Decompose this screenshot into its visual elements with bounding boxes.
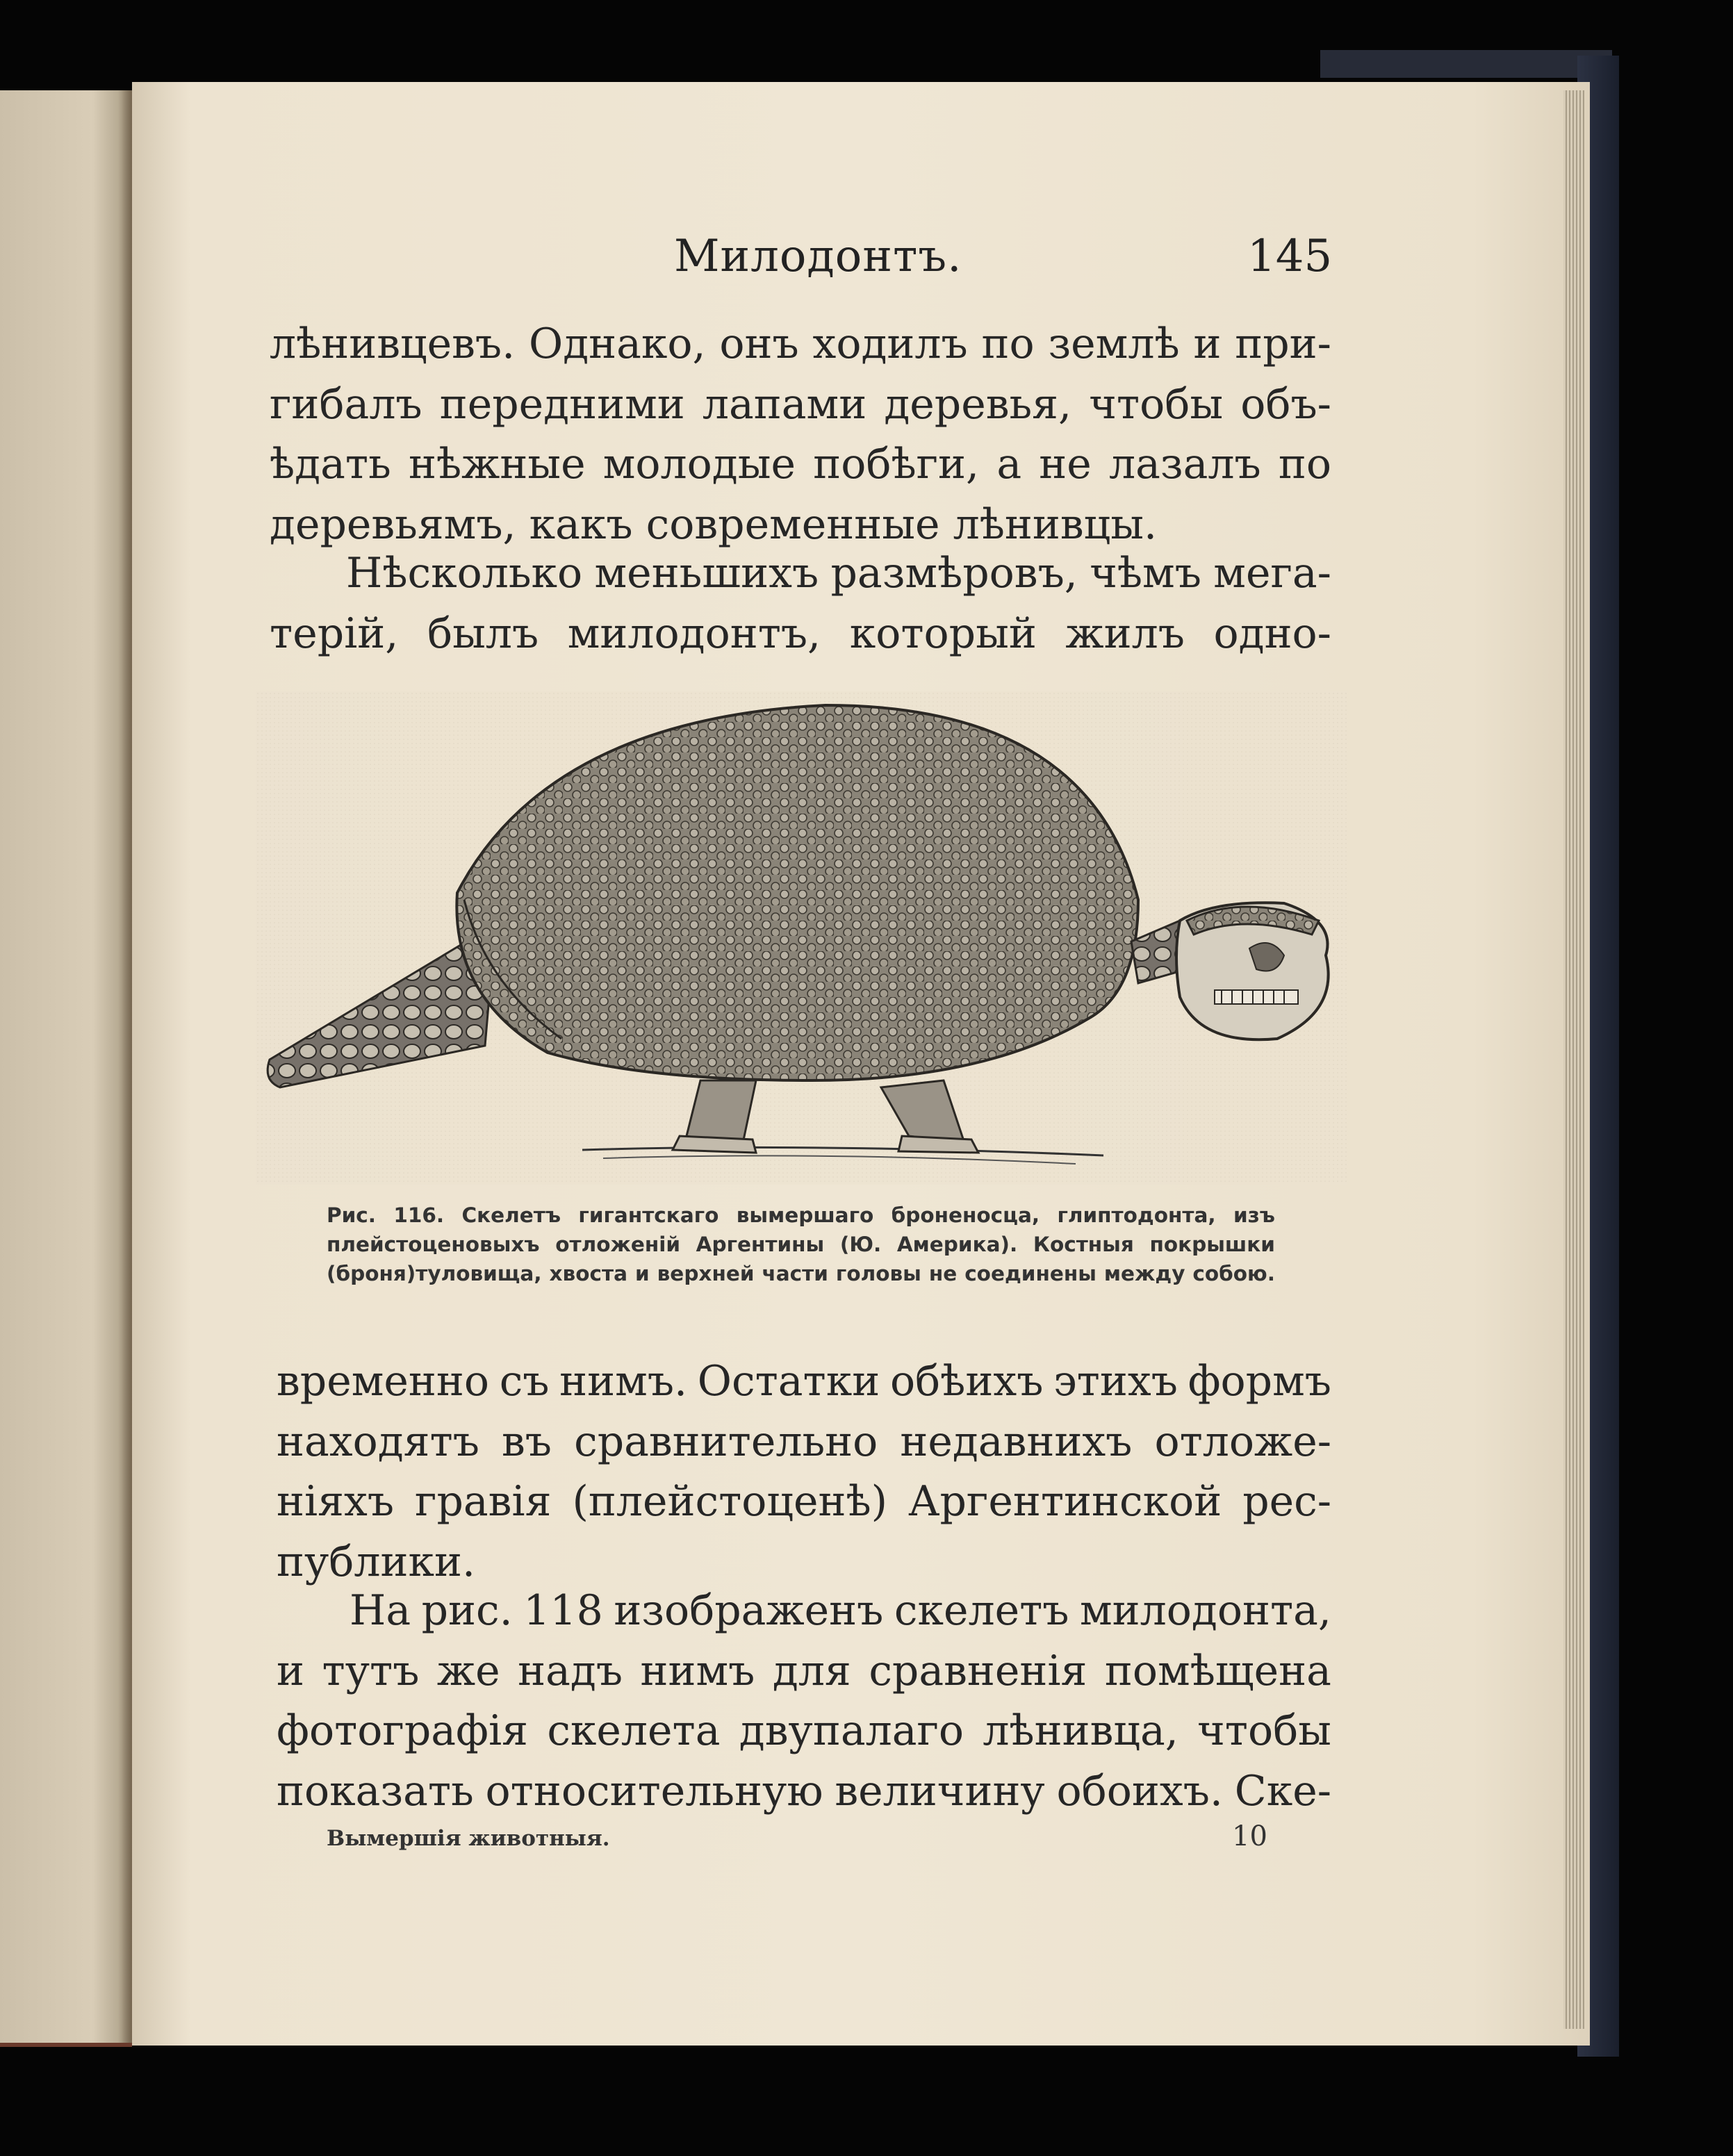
page-number: 145 xyxy=(1247,231,1333,282)
paragraph-4 xyxy=(277,1581,1331,1821)
text-line: показать относительную величину обоихъ. Ске- xyxy=(277,1766,1331,1816)
signature-title: Вымершія животныя. xyxy=(327,1826,610,1851)
signature-number: 10 xyxy=(1232,1820,1267,1852)
running-head: Милодонтъ. xyxy=(674,231,962,282)
figure-caption xyxy=(327,1201,1275,1288)
left-page xyxy=(0,90,132,2047)
text-line: и тутъ же надъ нимъ для сравненія помѣщена xyxy=(277,1646,1331,1695)
text-line: гибалъ передними лапами деревья, чтобы объ- xyxy=(270,379,1331,429)
glyptodon-illustration xyxy=(256,691,1347,1185)
text-line: ѣдать нѣжные молодые побѣги, а не лазалъ по xyxy=(270,440,1331,488)
text-line: ніяхъ гравія (плейстоценѣ) Аргентинской рес- xyxy=(277,1477,1331,1526)
caption-line: плейстоценовыхъ отложеній Аргентины (Ю. Америка). Костныя покрышки xyxy=(327,1233,1275,1256)
text-line: публики. xyxy=(277,1537,476,1586)
text-line: фотографія скелета двупалаго лѣнивца, чтобы xyxy=(277,1706,1331,1755)
caption-line: Рис. 116. Скелетъ гигантскаго вымершаго броненосца, глиптодонта, изъ xyxy=(327,1203,1275,1227)
text-line: На рис. 118 изображенъ скелетъ милодонта, xyxy=(350,1586,1331,1635)
page-edges xyxy=(1563,90,1584,2029)
caption-line: (броня)туловища, хвоста и верхней части головы не соединены между собою. xyxy=(327,1262,1275,1285)
paragraph-1 xyxy=(270,314,1331,554)
text-line: лѣнивцевъ. Однако, онъ ходилъ по землѣ и при- xyxy=(270,320,1331,368)
paragraph-2 xyxy=(270,543,1331,664)
text-line: терій, былъ милодонтъ, который жилъ одно- xyxy=(270,609,1331,658)
text-line: деревьямъ, какъ современные лѣнивцы. xyxy=(270,500,1158,549)
text-line: Нѣсколько меньшихъ размѣровъ, чѣмъ мега- xyxy=(346,549,1331,598)
text-line: находятъ въ сравнительно недавнихъ отложе- xyxy=(277,1417,1331,1466)
text-line: временно съ нимъ. Остатки обѣихъ этихъ формъ xyxy=(277,1357,1331,1406)
book-cover-top xyxy=(1320,50,1612,78)
paragraph-3 xyxy=(277,1351,1331,1592)
